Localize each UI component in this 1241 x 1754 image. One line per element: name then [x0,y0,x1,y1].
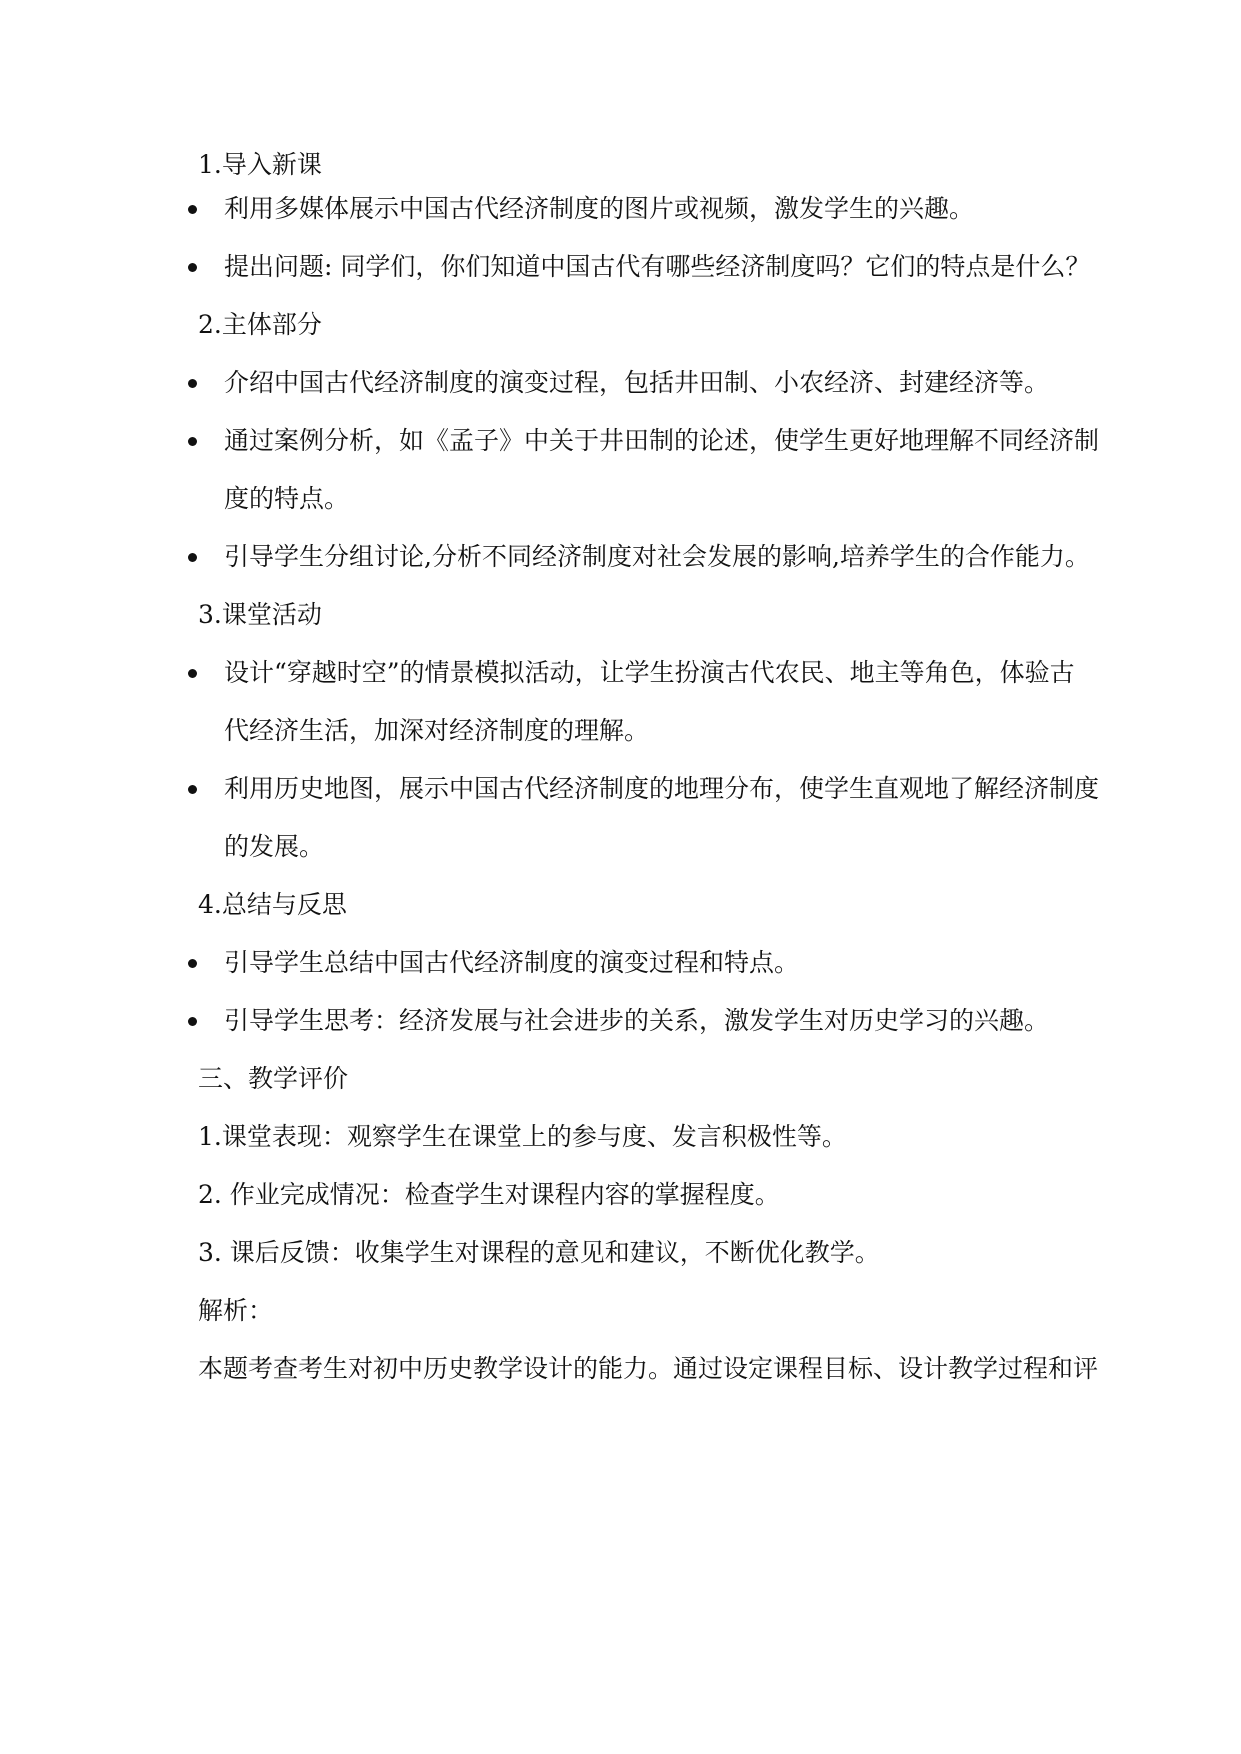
bullet-text: 介绍中国古代经济制度的演变过程，包括井田制、小农经济、封建经济等。 [224,368,1050,397]
section-heading-1: 1.导入新课 [198,150,322,179]
bullet-text: 引导学生分组讨论,分析不同经济制度对社会发展的影响,培养学生的合作能力。 [224,542,1090,571]
bullet-icon [188,959,197,968]
bullet-text-continuation: 代经济生活，加深对经济制度的理解。 [224,716,650,745]
bullet-icon [188,379,197,388]
evaluation-heading: 三、教学评价 [198,1064,349,1093]
bullet-icon [188,263,197,272]
bullet-text-continuation: 度的特点。 [224,484,350,513]
bullet-text: 引导学生思考：经济发展与社会进步的关系，激发学生对历史学习的兴趣。 [224,1006,1050,1035]
bullet-icon [188,669,197,678]
evaluation-item: 2. 作业完成情况：检查学生对课程内容的掌握程度。 [198,1180,780,1209]
bullet-icon [188,437,197,446]
bullet-icon [188,785,197,794]
section-heading-3: 3.课堂活动 [198,600,322,629]
bullet-icon [188,205,197,214]
bullet-icon [188,553,197,562]
section-heading-2: 2.主体部分 [198,310,322,339]
evaluation-item: 3. 课后反馈：收集学生对课程的意见和建议，不断优化教学。 [198,1238,880,1267]
bullet-text: 利用历史地图，展示中国古代经济制度的地理分布，使学生直观地了解经济制度 [224,774,1100,803]
bullet-text: 引导学生总结中国古代经济制度的演变过程和特点。 [224,948,800,977]
bullet-text: 利用多媒体展示中国古代经济制度的图片或视频，激发学生的兴趣。 [224,194,975,223]
bullet-text: 提出问题: 同学们，你们知道中国古代有哪些经济制度吗？它们的特点是什么？ [224,252,1091,281]
bullet-text: 通过案例分析，如《孟子》中关于井田制的论述，使学生更好地理解不同经济制 [224,426,1100,455]
bullet-icon [188,1017,197,1026]
analysis-text: 本题考查考生对初中历史教学设计的能力。通过设定课程目标、设计教学过程和评 [198,1354,1099,1383]
section-heading-4: 4.总结与反思 [198,890,347,919]
bullet-text-continuation: 的发展。 [224,832,325,861]
evaluation-item: 1.课堂表现：观察学生在课堂上的参与度、发言积极性等。 [198,1122,847,1151]
bullet-text: 设计“穿越时空”的情景模拟活动，让学生扮演古代农民、地主等角色，体验古 [224,658,1075,687]
analysis-heading: 解析： [198,1296,274,1325]
